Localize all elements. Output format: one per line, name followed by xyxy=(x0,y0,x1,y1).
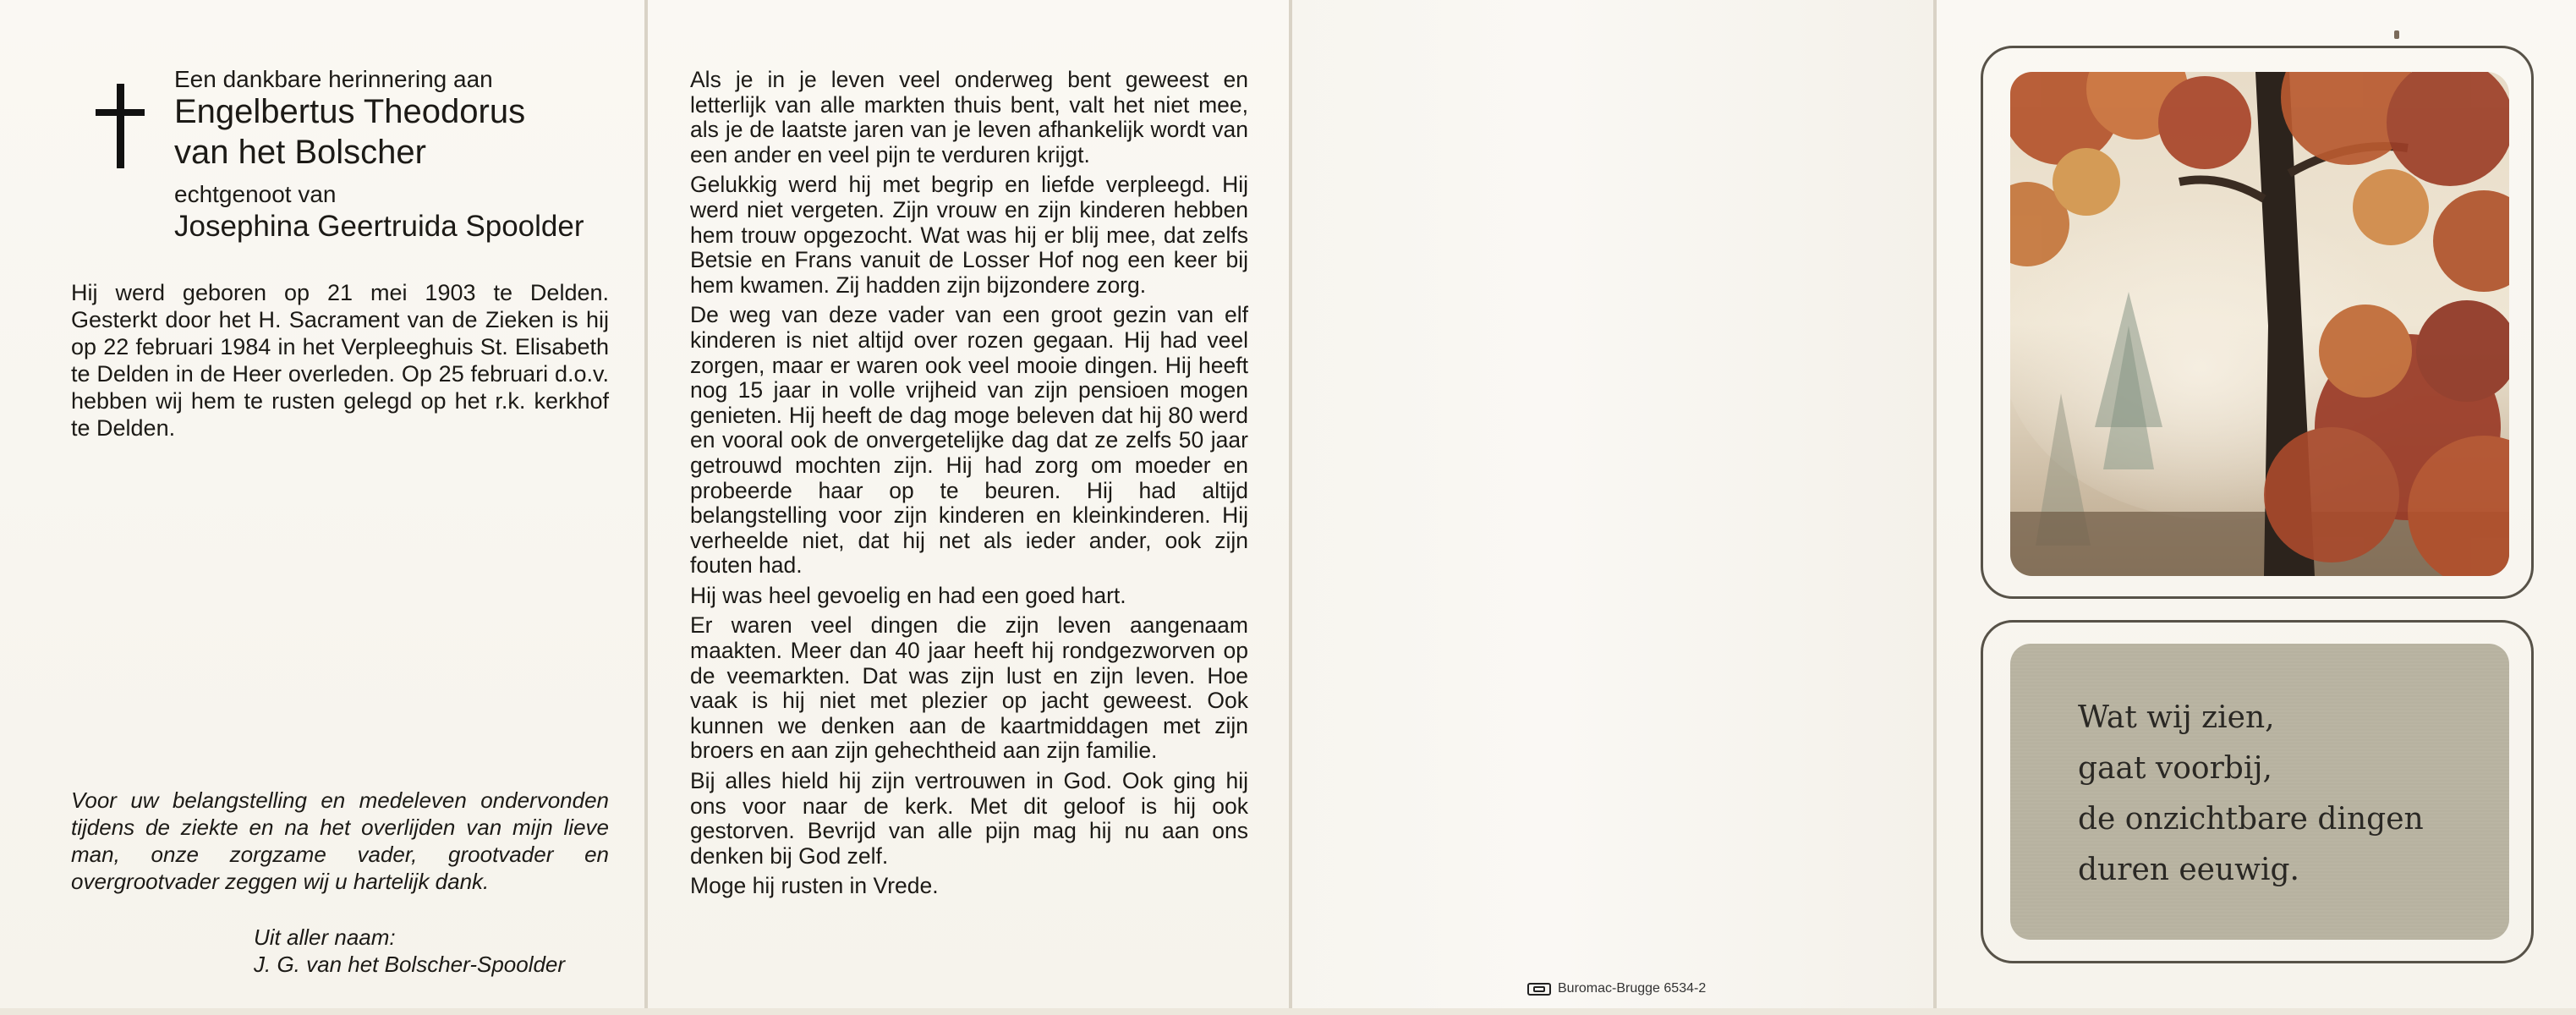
pin-mark xyxy=(2394,30,2399,39)
story-paragraph: Moge hij rusten in Vrede. xyxy=(690,873,939,899)
spouse-label: echtgenoot van xyxy=(174,181,337,207)
verse-line: Wat wij zien, xyxy=(2078,700,2275,735)
verse-box xyxy=(2010,644,2509,940)
verse-text xyxy=(2078,693,2424,896)
story-paragraph: Als je in je leven veel onderweg bent geweest en letterlijk van alle markten thuis bent, valt het niet mee, als je de laatste jaren van je leven afhankelijk wordt van een ander en veel pijn te verduren krijgt. xyxy=(690,67,1248,167)
biography-text xyxy=(71,279,609,442)
thanks-text: Voor uw belangstelling en medeleven ondervonden tijdens de ziekte en na het overlijden van mijn lieve man, onze zorgzame vader, grootvader en overgrootvader zeggen wij u hartelijk dank. xyxy=(71,787,609,894)
autumn-forest-photo xyxy=(2010,72,2509,576)
story-paragraph: Hij was heel gevoelig en had een goed hart. xyxy=(690,582,1126,608)
card-panel-cover xyxy=(1937,0,2576,1008)
publisher-text: Buromac-Brugge 6534-2 xyxy=(1558,981,1707,996)
deceased-name xyxy=(174,91,525,173)
signoff-line2: J. G. van het Bolscher-Spoolder xyxy=(254,952,566,977)
story-paragraph: De weg van deze vader van een groot gezin van elf kinderen is niet altijd over rozen gegaan. Hij had veel zorgen, maar er waren ook veel mooie dingen. Hij heeft nog 15 jaar in volle vrijheid van zijn pensioen mogen genieten. Hij heeft de dag moge beleven dat hij 80 werd en vooral ook de onvergetelijke dag dat ze zelfs 50 jaar getrouwd mochten zijn. Hij had zorg om moeder en probeerde haar op te beuren. Hij had altijd belangstelling voor zijn kinderen en kleinkinderen. Hij verheelde niet, dat hij net als ieder ander, ook zijn fouten had. xyxy=(690,302,1248,579)
story-text xyxy=(690,68,1248,904)
signoff xyxy=(254,924,565,978)
deceased-name-line1: Engelbertus Theodorus xyxy=(174,93,526,130)
story-paragraph: Er waren veel dingen die zijn leven aangenaam maakten. Meer dan 40 jaar heeft hij rondgezworven op de veemarkten. Dat was zijn lust en zijn leven. Hoe vaak is hij niet met plezier op jacht geweest. Ook kunnen we denken aan de kaartmiddagen met zijn broers en aan zijn gehechtheid aan zijn familie. xyxy=(690,612,1248,764)
publisher-imprint xyxy=(1527,981,1706,996)
story-paragraph: Bij alles hield hij zijn vertrouwen in God. Ook ging hij ons voor naar de kerk. Met dit geloof is hij ook gestorven. Bevrijd van alle pijn mag hij nu aan ons denken bij God zelf. xyxy=(690,768,1248,869)
card-panel-front-left xyxy=(0,0,644,1008)
biography-paragraph: Hij werd geboren op 21 mei 1903 te Delden. Gesterkt door het H. Sacrament van de Zieken is hij op 22 februari 1984 in het Verpleeghuis St. Elisabeth te Delden in de Heer overleden. Op 25 februari d.o.v. hebben wij hem te rusten gelegd op het r.k. kerkhof te Delden. xyxy=(71,280,609,441)
verse-line: de onzichtbare dingen xyxy=(2078,802,2424,837)
verse-line: gaat voorbij, xyxy=(2078,751,2272,786)
card-panel-story xyxy=(648,0,1289,1008)
verse-frame xyxy=(1981,620,2534,963)
publisher-logo-icon xyxy=(1527,983,1551,996)
story-paragraph: Gelukkig werd hij met begrip en liefde verpleegd. Hij werd niet vergeten. Zijn vrouw en zijn kinderen hebben hem trouw opgezocht. Wat was hij er blij mee, dat zelfs Betsie en Frans vanuit de Losser Hof nog een keer bij hem kwamen. Zij hadden zijn bijzondere zorg. xyxy=(690,172,1248,298)
photo-frame xyxy=(1981,46,2534,599)
deceased-name-line2: van het Bolscher xyxy=(174,134,426,171)
signoff-line1: Uit aller naam: xyxy=(254,924,396,950)
spouse-name: Josephina Geertruida Spoolder xyxy=(174,210,584,243)
verse-line: duren eeuwig. xyxy=(2078,853,2299,887)
card-panel-blank xyxy=(1292,0,1933,1008)
intro-text: Een dankbare herinnering aan xyxy=(174,66,493,92)
cross-icon xyxy=(96,84,145,168)
